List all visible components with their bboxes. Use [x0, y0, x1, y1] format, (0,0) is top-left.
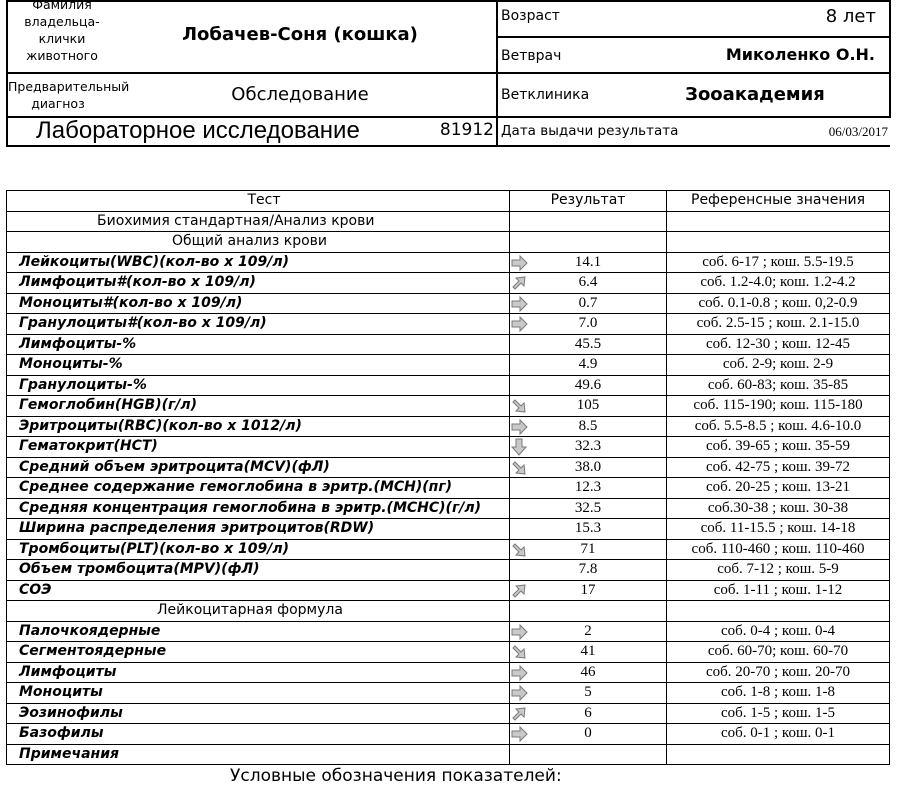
result-cell	[510, 293, 667, 314]
reference-range: соб. 11-15.5 ; кош. 14-18	[667, 519, 890, 540]
result-cell	[510, 560, 667, 581]
result-cell	[510, 642, 667, 663]
header-divider	[496, 0, 498, 146]
table-row	[7, 560, 890, 581]
result-value: 7.8	[578, 561, 598, 578]
section-row	[7, 232, 890, 253]
test-name: Лимфоциты-%	[7, 334, 510, 355]
arrow-down-right-icon	[510, 459, 528, 477]
section-biochem: Биохимия стандартная/Анализ крови	[7, 211, 510, 232]
table-row	[7, 314, 890, 335]
table-row	[7, 703, 890, 724]
result-cell	[510, 580, 667, 601]
arrow-right-icon	[510, 664, 528, 682]
test-name: Гранулоциты#(кол-во х 109/л)	[7, 314, 510, 335]
test-name: Средний объем эритроцита(MCV)(фЛ)	[7, 457, 510, 478]
table-row	[7, 396, 890, 417]
age-value: 8 лет	[825, 6, 876, 27]
test-name: Тромбоциты(PLT)(кол-во х 109/л)	[7, 539, 510, 560]
table-row	[7, 621, 890, 642]
table-row	[7, 478, 890, 499]
arrow-right-icon	[510, 725, 528, 743]
table-row	[7, 683, 890, 704]
section-leuko: Лейкоцитарная формула	[7, 601, 510, 622]
reference-range: соб. 0-4 ; кош. 0-4	[667, 621, 890, 642]
notes-label: Примечания	[7, 744, 510, 765]
result-value: 2	[584, 622, 592, 639]
result-cell	[510, 519, 667, 540]
result-value: 46	[580, 663, 596, 680]
test-name: Гранулоциты-%	[7, 375, 510, 396]
arrow-right-icon	[510, 623, 528, 641]
col-result-header: Результат	[510, 191, 667, 212]
arrow-right-icon	[510, 315, 528, 333]
reference-range: соб.30-38 ; кош. 30-38	[667, 498, 890, 519]
table-row	[7, 457, 890, 478]
arrow-up-right-icon	[510, 705, 528, 723]
issue-label: Дата выдачи результата	[501, 123, 679, 139]
arrow-right-icon	[510, 295, 528, 313]
result-value: 7.0	[578, 315, 598, 332]
test-name: Моноциты#(кол-во х 109/л)	[7, 293, 510, 314]
table-row	[7, 293, 890, 314]
section-general: Общий анализ крови	[7, 232, 510, 253]
table-row	[7, 724, 890, 745]
lab-results-table	[6, 190, 890, 765]
reference-range: соб. 6-17 ; кош. 5.5-19.5	[667, 252, 890, 273]
reference-range: соб. 1-11 ; кош. 1-12	[667, 580, 890, 601]
table-header-row	[7, 191, 890, 212]
result-cell	[510, 375, 667, 396]
reference-range: соб. 1-8 ; кош. 1-8	[667, 683, 890, 704]
reference-range: соб. 0-1 ; кош. 0-1	[667, 724, 890, 745]
reference-range: соб. 20-70 ; кош. 20-70	[667, 662, 890, 683]
reference-range: соб. 1.2-4.0; кош. 1.2-4.2	[667, 273, 890, 294]
section-row	[7, 211, 890, 232]
clinic-label: Ветклиника	[501, 87, 590, 103]
reference-range: соб. 20-25 ; кош. 13-21	[667, 478, 890, 499]
result-value: 71	[580, 540, 596, 557]
reference-range: соб. 12-30 ; кош. 12-45	[667, 334, 890, 355]
result-cell	[510, 662, 667, 683]
legend-title: Условные обозначения показателей:	[230, 766, 562, 786]
header-divider	[889, 0, 891, 118]
result-cell	[510, 252, 667, 273]
result-value: 14.1	[574, 253, 602, 270]
result-value: 4.9	[578, 356, 598, 373]
result-value: 41	[580, 643, 596, 660]
arrow-up-right-icon	[510, 274, 528, 292]
result-cell	[510, 396, 667, 417]
age-label: Возраст	[501, 8, 560, 24]
test-name: Лейкоциты(WBC)(кол-во х 109/л)	[7, 252, 510, 273]
vet-label: Ветврач	[501, 48, 562, 64]
test-name: Моноциты	[7, 683, 510, 704]
arrow-down-right-icon	[510, 643, 528, 661]
study-number: 81912	[439, 120, 494, 140]
reference-range: соб. 60-83; кош. 35-85	[667, 375, 890, 396]
result-value: 0	[584, 725, 592, 742]
table-row	[7, 252, 890, 273]
test-name: Гемоглобин(HGB)(г/л)	[7, 396, 510, 417]
result-cell	[510, 355, 667, 376]
col-ref-header: Референсные значения	[667, 191, 890, 212]
result-value: 45.5	[574, 335, 602, 352]
reference-range: соб. 115-190; кош. 115-180	[667, 396, 890, 417]
header-divider	[496, 36, 890, 38]
clinic-value: Зооакадемия	[685, 84, 825, 105]
table-row	[7, 498, 890, 519]
reference-range: соб. 5.5-8.5 ; кош. 4.6-10.0	[667, 416, 890, 437]
result-value: 5	[584, 684, 592, 701]
header-divider	[6, 72, 496, 74]
result-cell	[510, 703, 667, 724]
reference-range: соб. 7-12 ; кош. 5-9	[667, 560, 890, 581]
reference-range: соб. 110-460 ; кош. 110-460	[667, 539, 890, 560]
result-cell	[510, 314, 667, 335]
arrow-down-right-icon	[510, 397, 528, 415]
table-row	[7, 519, 890, 540]
result-value: 17	[580, 581, 596, 598]
reference-range: соб. 0.1-0.8 ; кош. 0,2-0.9	[667, 293, 890, 314]
result-value: 12.3	[574, 479, 602, 496]
result-value: 15.3	[574, 520, 602, 537]
header-divider	[6, 0, 890, 2]
test-name: Базофилы	[7, 724, 510, 745]
result-value: 8.5	[578, 417, 598, 434]
study-title: Лабораторное исследование	[36, 117, 360, 144]
arrow-down-right-icon	[510, 541, 528, 559]
result-cell	[510, 273, 667, 294]
reference-range: соб. 42-75 ; кош. 39-72	[667, 457, 890, 478]
reference-range: соб. 2.5-15 ; кош. 2.1-15.0	[667, 314, 890, 335]
test-name: Средняя концентрация гемоглобина в эритр.(MCHC)(г/л)	[7, 498, 510, 519]
prelim-label: Предварительный диагноз	[8, 79, 130, 111]
table-row	[7, 375, 890, 396]
test-name: Ширина распределения эритроцитов(RDW)	[7, 519, 510, 540]
reference-range: соб. 1-5 ; кош. 1-5	[667, 703, 890, 724]
table-row	[7, 334, 890, 355]
test-name: Сегментоядерные	[7, 642, 510, 663]
table-row	[7, 416, 890, 437]
table-row	[7, 355, 890, 376]
arrow-up-right-icon	[510, 582, 528, 600]
result-cell	[510, 478, 667, 499]
reference-range: соб. 2-9; кош. 2-9	[667, 355, 890, 376]
result-value: 32.3	[574, 438, 602, 455]
test-name: Моноциты-%	[7, 355, 510, 376]
result-value: 105	[576, 397, 600, 414]
arrow-right-icon	[510, 684, 528, 702]
test-name: СОЭ	[7, 580, 510, 601]
arrow-down-icon	[510, 438, 528, 456]
reference-range: соб. 39-65 ; кош. 35-59	[667, 437, 890, 458]
test-name: Эритроциты(RBC)(кол-во х 1012/л)	[7, 416, 510, 437]
result-cell	[510, 724, 667, 745]
result-cell	[510, 621, 667, 642]
test-name: Лимфоциты#(кол-во х 109/л)	[7, 273, 510, 294]
owner-value: Лобачев-Соня (кошка)	[182, 24, 418, 45]
result-value: 49.6	[574, 376, 602, 393]
test-name: Эозинофилы	[7, 703, 510, 724]
test-name: Гематокрит(HCT)	[7, 437, 510, 458]
result-value: 0.7	[578, 294, 598, 311]
table-row	[7, 539, 890, 560]
owner-label: Фамилия владельца-клички животного	[24, 0, 100, 63]
notes-row	[7, 744, 890, 765]
result-cell	[510, 539, 667, 560]
test-name: Палочкоядерные	[7, 621, 510, 642]
table-row	[7, 662, 890, 683]
test-name: Объем тромбоцита(MPV)(фЛ)	[7, 560, 510, 581]
table-row	[7, 580, 890, 601]
result-value: 6.4	[578, 274, 598, 291]
result-cell	[510, 334, 667, 355]
table-row	[7, 642, 890, 663]
section-row	[7, 601, 890, 622]
test-name: Среднее содержание гемоглобина в эритр.(MCH)(пг)	[7, 478, 510, 499]
arrow-right-icon	[510, 418, 528, 436]
arrow-right-icon	[510, 254, 528, 272]
result-cell	[510, 416, 667, 437]
table-row	[7, 437, 890, 458]
vet-value: Миколенко О.Н.	[725, 45, 875, 64]
header-divider	[6, 145, 890, 147]
result-value: 38.0	[574, 458, 602, 475]
test-name: Лимфоциты	[7, 662, 510, 683]
result-cell	[510, 437, 667, 458]
table-row	[7, 273, 890, 294]
result-cell	[510, 498, 667, 519]
result-value: 6	[584, 704, 592, 721]
reference-range: соб. 60-70; кош. 60-70	[667, 642, 890, 663]
header-divider	[496, 72, 890, 74]
col-test-header: Тест	[7, 191, 510, 212]
issue-date: 06/03/2017	[828, 124, 888, 139]
prelim-value: Обследование	[231, 84, 369, 105]
result-value: 32.5	[574, 499, 602, 516]
result-cell	[510, 683, 667, 704]
result-cell	[510, 457, 667, 478]
